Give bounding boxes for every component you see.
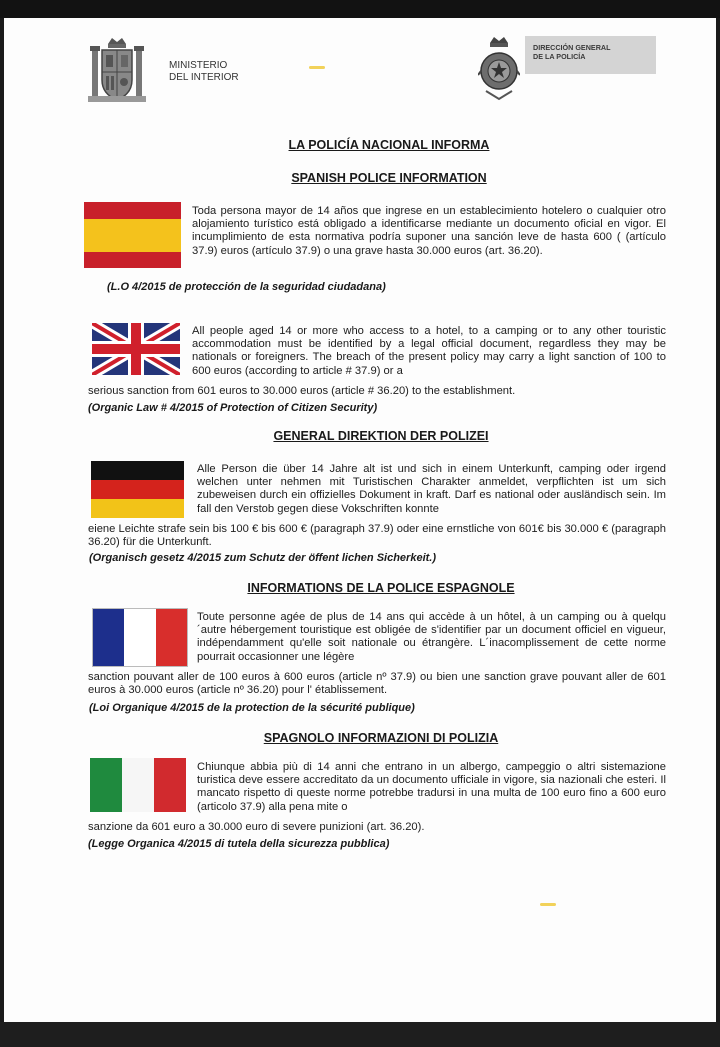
bottom-black-bar	[0, 1022, 720, 1047]
italy-flag-stripe-red	[154, 758, 186, 812]
spain-flag-stripe-middle	[84, 219, 181, 252]
dg-line1: DIRECCIÓN GENERAL	[533, 43, 611, 52]
uk-flag	[92, 323, 180, 375]
spanish-law-reference: (L.O 4/2015 de protección de la seguridad ciudadana)	[107, 281, 386, 293]
direccion-general-box	[525, 36, 656, 74]
france-flag-stripe-white	[124, 609, 155, 666]
germany-flag	[91, 461, 184, 518]
english-paragraph: All people aged 14 or more who access to a hotel, to a camping or to any other touristic accommodation must be identified by a legal official document, regardless they may be nationals or foreigners. The breach of the present policy may carry a light sanction of 100 to 600 euros (according to article # 37.9) or a	[192, 325, 666, 377]
highlight-dash	[309, 66, 325, 69]
ministerio-line1: MINISTERIO	[169, 60, 228, 71]
italy-flag-stripe-white	[122, 758, 154, 812]
french-paragraph-continued: sanction pouvant aller de 100 euros à 600 euros (article nº 37.9) ou bien une sanction grave pouvant aller de 601 euros à 30.000 euros (article nº 36.20) pour l' établissement.	[88, 671, 666, 697]
spain-flag-stripe-bottom	[84, 252, 181, 269]
germany-flag-stripe-red	[91, 480, 184, 499]
german-law-reference: (Organisch gesetz 4/2015 zum Schutz der öffent lichen Sicherkeit.)	[89, 552, 437, 564]
spanish-paragraph: Toda persona mayor de 14 años que ingrese en un establecimiento hotelero o cualquier otro alojamiento turístico está obligado a identificarse mediante un documento oficial en vigor. El incumplimiento de esta normativa podría suponer una sanción leve de hasta 600 ( (artículo 37.9) euros (artículo 37.9) o una grave hasta 30.000 euros (art. 36.20).	[192, 205, 666, 257]
dg-line2: DE LA POLICÍA	[533, 52, 586, 61]
highlight-dash-bottom	[540, 903, 556, 906]
spain-coat-of-arms-icon	[86, 36, 148, 108]
ministerio-label	[169, 60, 239, 83]
spain-flag-stripe-top	[84, 202, 181, 219]
german-paragraph: Alle Person die über 14 Jahre alt ist und sich in einem Unterkunft, camping oder irgend welchen unter nehmen mit Turistischen Charakter anmeldet, verpflichten ist um sich zubeweisen durch ein offizielles Dokument in kraft. Darf es national oder ausländisch sein. Im fall den Verstob gegen diese Vokschriften konnte	[197, 463, 666, 515]
italy-flag	[90, 758, 186, 812]
germany-flag-stripe-black	[91, 461, 184, 480]
french-paragraph: Toute personne agée de plus de 14 ans qui accède à un hôtel, à un camping ou à quelqu´autre hébergement touristique est obligée de s'identifier par un document officiel en vigueur, indépendamment qu'elle soit nationale ou étrangère. L´inacomplissement de cette norme pourrait occasionner une légère	[197, 611, 666, 663]
german-heading: GENERAL DIREKTION DER POLIZEI	[273, 429, 489, 443]
english-law-reference: (Organic Law # 4/2015 of Protection of Citizen Security)	[88, 402, 378, 414]
english-paragraph-continued: serious sanction from 601 euros to 30.000 euros (article # 36.20) to the establishment.	[88, 385, 516, 397]
italy-flag-stripe-green	[90, 758, 122, 812]
france-flag-stripe-blue	[93, 609, 124, 666]
ministerio-line2: DEL INTERIOR	[169, 71, 239, 83]
spanish-police-heading: SPANISH POLICE INFORMATION	[291, 171, 487, 185]
italian-paragraph: Chiunque abbia più di 14 anni che entrano in un albergo, campeggio o altri sistemazione turistica deve essere accreditato da un documento ufficiale in vigore, sia nazionali che esteri. Il mancato rispetto di queste norme potrebbe tradursi in una multa de 100 euro fino a 600 euro (articolo 37.9) alla pena mite o	[197, 761, 666, 813]
french-law-reference: (Loi Organique 4/2015 de la protection de la sécurité publique)	[89, 702, 415, 714]
police-badge-icon	[478, 35, 520, 101]
french-heading: INFORMATIONS DE LA POLICE ESPAGNOLE	[247, 581, 515, 595]
german-paragraph-continued: eiene Leichte strafe sein bis 100 € bis 600 € (paragraph 37.9) oder eine ernstliche von 601€ bis 30.000 € (paragraph 36.20) für die Unterkunft.	[88, 523, 666, 549]
italian-law-reference: (Legge Organica 4/2015 di tutela della sicurezza pubblica)	[88, 838, 390, 850]
main-title: LA POLICÍA NACIONAL INFORMA	[288, 138, 490, 152]
top-black-bar	[0, 0, 720, 18]
document-page	[4, 18, 716, 1022]
spain-flag	[84, 202, 181, 268]
germany-flag-stripe-gold	[91, 499, 184, 518]
france-flag	[92, 608, 188, 667]
italian-paragraph-continued: sanzione da 601 euro a 30.000 euro di severe punizioni (art. 36.20).	[88, 821, 425, 833]
france-flag-stripe-red	[156, 609, 187, 666]
italian-heading: SPAGNOLO INFORMAZIONI DI POLIZIA	[263, 731, 499, 745]
